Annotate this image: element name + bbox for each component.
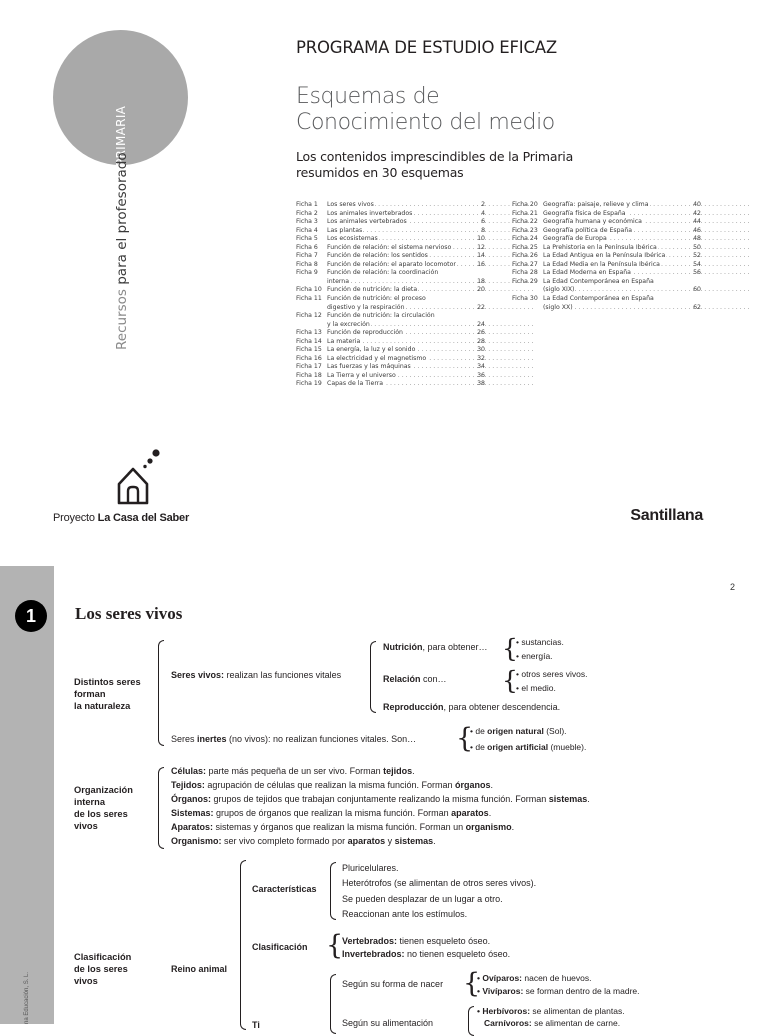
- toc-entry-page: 16: [477, 260, 485, 268]
- celulas-term: Células:: [171, 766, 207, 776]
- toc-entry-title: [543, 210, 689, 219]
- toc-entry-page: 26: [477, 329, 485, 337]
- toc-entry-title-text: Los ecosistemas: [327, 235, 378, 243]
- oviparos-term: • Ovíparos:: [477, 973, 523, 983]
- toc-entry-title-text: Los seres vivos: [327, 201, 374, 208]
- organos-term: Órganos:: [171, 794, 212, 804]
- toc-entry-title-text: Función de relación: la coordinación: [327, 269, 439, 277]
- natural-suffix: (Sol).: [543, 726, 567, 736]
- herbivoros-term: • Herbívoros:: [477, 1006, 531, 1016]
- tejidos-emph: órganos: [454, 780, 491, 790]
- sistemas-line: Sistemas: grupos de órganos que realizan la misma función. Forman aparatos.: [171, 808, 492, 818]
- toc-entry: [512, 269, 701, 278]
- toc-entry-title: [327, 244, 473, 253]
- toc-entry-page: 38: [477, 380, 485, 388]
- toc-entry: [512, 252, 701, 261]
- toc-entry: [296, 286, 485, 295]
- toc-entry-title: [327, 338, 473, 347]
- otros-item: • otros seres vivos.: [516, 669, 588, 679]
- toc-entry-page: 28: [477, 337, 485, 345]
- vertebrados-term: Vertebrados:: [342, 936, 398, 946]
- toc-entry: [296, 304, 485, 313]
- toc-entry-page: 24: [477, 320, 485, 328]
- toc-entry-page: 18: [477, 277, 485, 285]
- toc-entry: [296, 321, 485, 330]
- section3-label: [74, 951, 131, 987]
- toc-entry-title-text: Geografía política de España: [543, 226, 633, 234]
- toc-entry-title: [327, 210, 473, 219]
- proyecto-name: La Casa del Saber: [97, 512, 190, 524]
- toc-entry-title-text: Función de reproducción: [327, 329, 403, 337]
- main-title-line2: Conocimiento del medio: [296, 110, 555, 135]
- toc-entry-title-text: La materia: [327, 337, 361, 345]
- nutricion-brace: {: [502, 634, 518, 663]
- toc-entry-label: Ficha 1: [296, 201, 318, 208]
- nutricion-text: , para obtener…: [422, 642, 488, 652]
- house-logo-icon: [114, 446, 162, 508]
- toc-entry-label: Ficha 22: [512, 218, 538, 226]
- toc-entry: [512, 210, 701, 219]
- toc-entry-title-text: Capas de la Tierra: [327, 380, 384, 388]
- toc-entry-title-text: Geografía de Europa: [543, 235, 607, 243]
- toc-entry-title-text: Geografía física de España: [543, 209, 626, 217]
- toc-entry-page: 32: [477, 354, 485, 362]
- toc-entry-page: 4: [481, 209, 485, 217]
- relacion-term: Relación: [383, 674, 421, 684]
- forma-nacer-label: Según su forma de nacer: [342, 979, 444, 989]
- seres-vivos-line: [171, 670, 341, 681]
- toc-entry: [296, 201, 485, 210]
- toc-entry-title: [327, 380, 473, 389]
- reproduccion-term: Reproducción: [383, 702, 444, 712]
- section2-label-line2: interna: [74, 797, 105, 807]
- section3-label-line2: de los seres: [74, 964, 128, 974]
- toc-entry-label: Ficha 13: [296, 329, 322, 337]
- toc-entry: [296, 338, 485, 347]
- section2-label-line1: Organización: [74, 785, 133, 795]
- toc-entry-label: [296, 278, 327, 287]
- toc-entry-title: [543, 286, 689, 295]
- toc-entry-label: Ficha 19: [296, 380, 322, 388]
- toc-entry-page: 46: [693, 226, 701, 234]
- toc-entry-title-text: La electricidad y el magnetismo: [327, 354, 427, 362]
- medio-item: • el medio.: [516, 683, 556, 693]
- toc-entry: [296, 252, 485, 261]
- section2-label: [74, 784, 133, 832]
- main-title: [296, 84, 555, 136]
- toc-entry-label: Ficha 24: [512, 235, 538, 243]
- toc-entry-title-text: Función de nutrición: la circulación: [327, 312, 435, 320]
- toc-entry-page: 44: [693, 218, 701, 226]
- natural-term: origen natural: [487, 726, 544, 736]
- toc-entry-label: Ficha 2: [296, 209, 318, 217]
- toc-entry-label: Ficha 10: [296, 286, 322, 294]
- artificial-suffix: (mueble).: [548, 742, 587, 752]
- toc-entry-title-text: La Edad Contemporánea en España: [543, 277, 654, 285]
- carnivoros-item: [484, 1018, 620, 1029]
- toc-entry-title: [327, 286, 473, 295]
- toc-entry-title: [327, 346, 473, 355]
- toc-entry-page: 56: [693, 269, 701, 277]
- tejidos-line: Tejidos: agrupación de células que realizan la misma función. Forman órganos.: [171, 780, 494, 790]
- oviparos-item: [477, 973, 592, 984]
- toc-entry-page: [689, 295, 701, 304]
- clasificacion-brace: {: [326, 930, 344, 961]
- toc-entry: [512, 304, 701, 313]
- section1-label: [74, 676, 141, 712]
- toc-entry-title-text: Función de nutrición: la dieta: [327, 286, 418, 294]
- toc-entry: [296, 346, 485, 355]
- toc-entry: [296, 244, 485, 253]
- inertes-text: (no vivos): no realizan funciones vitales. Son…: [226, 734, 417, 744]
- recursos-side-label: [114, 152, 130, 350]
- copyright-side-text: na Educación, S. L.: [24, 971, 30, 1024]
- toc-entry-label: Ficha 15: [296, 346, 322, 354]
- toc-entry-title-text: (siglo XIX): [543, 286, 575, 294]
- toc-entry-label: [512, 304, 543, 313]
- vivos-bracket: [370, 641, 376, 713]
- vertebrados-text: tienen esqueleto óseo.: [397, 936, 491, 946]
- toc-entry-title-text: Función de relación: el sistema nervioso: [327, 243, 452, 251]
- reproduccion-line: [383, 702, 560, 713]
- subtitle: [296, 149, 573, 180]
- toc-entry: [512, 244, 701, 253]
- inertes-line: [171, 734, 416, 745]
- toc-entry: [512, 235, 701, 244]
- toc-entry-page: 8: [481, 226, 485, 234]
- toc-entry-title-text: Las plantas: [327, 226, 363, 234]
- toc-entry-label: Ficha 26: [512, 252, 538, 260]
- toc-entry-label: Ficha 21: [512, 209, 538, 217]
- program-title: PROGRAMA DE ESTUDIO EFICAZ: [296, 38, 557, 57]
- toc-entry: [296, 227, 485, 236]
- herbivoros-text: se alimentan de plantas.: [530, 1006, 625, 1016]
- organos-emph: sistemas: [548, 794, 588, 804]
- caracteristica-3: Se pueden desplazar de un lugar a otro.: [342, 894, 503, 904]
- toc-entry-page: 40: [693, 201, 701, 208]
- tejidos-text: agrupación de células que realizan la misma función. Forman: [204, 780, 455, 790]
- organismo-term: Organismo:: [171, 836, 222, 846]
- toc-entry-label: Ficha 23: [512, 226, 538, 234]
- toc-entry-title-text: Los animales invertebrados: [327, 209, 413, 217]
- toc-entry-page: 22: [477, 303, 485, 311]
- toc-entry-page: 30: [477, 346, 485, 354]
- section1-label-line1: Distintos seres: [74, 677, 141, 687]
- toc-entry-label: Ficha 16: [296, 354, 322, 362]
- origen-natural-item: [470, 726, 567, 737]
- section2-bracket: [158, 767, 164, 849]
- celulas-text: parte más pequeña de un ser vivo. Forman: [206, 766, 384, 776]
- seres-vivos-term: Seres vivos:: [171, 670, 225, 680]
- toc-entry-page: 62: [693, 303, 701, 311]
- toc-entry-title-text: Función de relación: el aparato locomotor: [327, 260, 456, 268]
- relacion-text: con…: [420, 674, 447, 684]
- caracteristica-4: Reaccionan ante los estímulos.: [342, 909, 468, 919]
- reino-animal-label: Reino animal: [171, 964, 228, 974]
- toc-entry: [296, 363, 485, 372]
- oviparos-text: nacen de huevos.: [522, 973, 592, 983]
- organismo-text: ser vivo completo formado por: [221, 836, 348, 846]
- toc-entry-page: 60: [693, 286, 701, 294]
- alimentacion-bracket: [468, 1006, 474, 1036]
- organismo-emph1: aparatos: [347, 836, 386, 846]
- viviparos-term: • Vivíparos:: [477, 986, 524, 996]
- toc-entry-title-text: La Edad Moderna en España: [543, 269, 631, 277]
- nutricion-term: Nutrición: [383, 642, 423, 652]
- carnivoros-term: Carnívoros:: [484, 1018, 532, 1028]
- relacion-line: [383, 674, 447, 685]
- caracteristica-1: Pluricelulares.: [342, 863, 399, 873]
- toc-entry: [296, 218, 485, 227]
- primaria-label: PRIMARIA: [114, 105, 128, 166]
- toc-entry-title-text: Función de relación: los sentidos: [327, 252, 428, 260]
- origen-artificial-item: [470, 742, 586, 753]
- toc-entry-title: [543, 201, 689, 210]
- toc-entry-label: Ficha 4: [296, 226, 318, 234]
- toc-entry-title: [327, 304, 473, 313]
- toc-entry-page: 54: [693, 260, 701, 268]
- toc-entry-page: 20: [477, 286, 485, 294]
- toc-entry-page: [689, 278, 701, 287]
- publisher-logo: Santillana: [630, 507, 703, 524]
- tejidos-term: Tejidos:: [171, 780, 205, 790]
- caracteristicas-bracket: [330, 862, 336, 920]
- toc-entry-label: Ficha 20: [512, 201, 538, 208]
- organos-text: grupos de tejidos que trabajan conjuntamente realizando la misma función. Forman: [211, 794, 549, 804]
- tipos-label: Ti: [252, 1020, 260, 1030]
- toc-entry-title-text: digestivo y la respiración: [327, 303, 405, 311]
- toc-entry-title-text: La Edad Media en la Península Ibérica: [543, 260, 660, 268]
- organismo-emph2: sistemas: [394, 836, 434, 846]
- aparatos-line: Aparatos: sistemas y órganos que realizan la misma función. Forman un organismo.: [171, 822, 515, 832]
- toc-entry-page: 36: [477, 371, 485, 379]
- tipos-bracket: [330, 974, 336, 1034]
- toc-entry-label: Ficha 18: [296, 371, 322, 379]
- toc-entry-title: [543, 218, 689, 227]
- toc-entry-title: [327, 295, 473, 304]
- toc-entry-title: [543, 235, 689, 244]
- reino-animal-bracket: [240, 860, 246, 1030]
- toc-entry: [512, 218, 701, 227]
- toc-entry-page: 34: [477, 363, 485, 371]
- sistemas-text: grupos de órganos que realizan la misma función. Forman: [213, 808, 452, 818]
- page-number: 2: [729, 582, 735, 592]
- subtitle-line2: resumidos en 30 esquemas: [296, 164, 464, 180]
- toc-entry: [512, 286, 701, 295]
- toc-entry: [296, 269, 485, 278]
- toc-entry-label: Ficha 29: [512, 277, 538, 285]
- natural-prefix: • de: [470, 726, 488, 736]
- energia-item: • energía.: [516, 651, 553, 661]
- toc-entry-label: Ficha 25: [512, 243, 538, 251]
- toc-entry-title: [327, 329, 473, 338]
- sistemas-term: Sistemas:: [171, 808, 214, 818]
- main-title-line1: Esquemas de: [296, 84, 440, 109]
- toc-entry: [296, 312, 485, 321]
- toc-entry: [296, 295, 485, 304]
- toc-entry-label: Ficha 30: [512, 295, 538, 303]
- toc-entry: [512, 227, 701, 236]
- toc-entry-label: [296, 304, 327, 313]
- section1-label-line3: la naturaleza: [74, 701, 131, 711]
- toc-entry-label: Ficha 17: [296, 363, 322, 371]
- toc-entry-title-text: Geografía: paisaje, relieve y clima: [543, 201, 649, 208]
- toc-entry-title: [327, 363, 473, 372]
- toc-entry-title-text: interna: [327, 277, 350, 285]
- toc-entry-title: [543, 244, 689, 253]
- relacion-brace: {: [502, 666, 518, 695]
- toc-entry-label: Ficha 5: [296, 235, 318, 243]
- toc-entry-page: 2: [481, 201, 485, 208]
- profesorado-words: para el profesorado: [114, 152, 130, 285]
- toc-entry: [296, 210, 485, 219]
- artificial-term: origen artificial: [487, 742, 549, 752]
- proyecto-label: [53, 512, 189, 524]
- toc-entry-label: Ficha 14: [296, 337, 322, 345]
- sheet-title: Los seres vivos: [75, 604, 183, 623]
- organismo-line: Organismo: ser vivo completo formado por aparatos y sistemas.: [171, 836, 436, 846]
- toc-entry-page: [473, 269, 485, 278]
- aparatos-emph: organismo: [465, 822, 512, 832]
- toc-left-column: [296, 201, 485, 389]
- toc-entry: [296, 372, 485, 381]
- toc-entry-label: Ficha 8: [296, 260, 318, 268]
- toc-entry-title: [543, 252, 689, 261]
- herbivoros-item: [477, 1006, 625, 1017]
- toc-right-column: [512, 201, 701, 312]
- toc-entry-label: Ficha 6: [296, 243, 318, 251]
- toc-entry-title-text: Geografía humana y económica: [543, 218, 642, 226]
- toc-entry-title: [327, 235, 473, 244]
- invertebrados-line: [342, 949, 510, 960]
- section3-label-line1: Clasificación: [74, 952, 132, 962]
- toc-entry: [512, 278, 701, 287]
- toc-entry-label: Ficha 3: [296, 218, 318, 226]
- section2-label-line4: vivos: [74, 821, 98, 831]
- inertes-brace: {: [456, 723, 474, 754]
- toc-entry-title: [327, 321, 473, 330]
- carnivoros-text: se alimentan de carne.: [531, 1018, 621, 1028]
- toc-entry: [512, 201, 701, 210]
- toc-entry-label: [296, 321, 327, 330]
- sistemas-emph: aparatos: [451, 808, 489, 818]
- content-sheet: [0, 566, 768, 1030]
- toc-entry-title-text: La energía, la luz y el sonido: [327, 346, 416, 354]
- side-bar: [0, 566, 54, 1024]
- toc-entry-label: Ficha 28: [512, 269, 538, 277]
- caracteristica-2: Heterótrofos (se alimentan de otros seres vivos).: [342, 878, 537, 888]
- alimentacion-label: Según su alimentación: [342, 1018, 434, 1028]
- toc-entry-title-text: La Tierra y el universo: [327, 371, 396, 379]
- toc-entry-page: 42: [693, 209, 701, 217]
- toc-entry-title: [543, 295, 689, 304]
- section1-bracket: [158, 640, 164, 746]
- toc-entry: [296, 329, 485, 338]
- inertes-term: inertes: [197, 734, 227, 744]
- toc-entry-page: 6: [481, 218, 485, 226]
- toc-entry-title: [327, 252, 473, 261]
- toc-entry: [296, 380, 485, 389]
- toc-entry-title-text: y la excreción: [327, 320, 370, 328]
- toc-entry-title-text: La Edad Contemporánea en España: [543, 295, 654, 303]
- toc-entry-label: Ficha 12: [296, 312, 322, 320]
- nutricion-line: [383, 642, 488, 653]
- toc-entry-label: Ficha 11: [296, 295, 322, 303]
- subtitle-line1: Los contenidos imprescindibles de la Primaria: [296, 149, 574, 164]
- toc-entry-label: Ficha 7: [296, 252, 318, 260]
- toc-entry-label: [512, 286, 543, 295]
- invertebrados-term: Invertebrados:: [342, 949, 405, 959]
- toc-entry-title-text: Función de nutrición: el proceso: [327, 295, 426, 303]
- seres-vivos-text: realizan las funciones vitales: [224, 670, 342, 680]
- toc-entry-title: [327, 201, 473, 210]
- caracteristicas-label: Características: [252, 884, 317, 894]
- viviparos-text: se forman dentro de la madre.: [523, 986, 640, 996]
- section1-label-line2: forman: [74, 689, 106, 699]
- proyecto-prefix: Proyecto: [53, 512, 95, 524]
- toc-entry: [296, 235, 485, 244]
- toc-entry-title-text: (siglo XX): [543, 303, 573, 311]
- vertebrados-line: [342, 936, 490, 947]
- sustancias-item: • sustancias.: [516, 637, 564, 647]
- aparatos-term: Aparatos:: [171, 822, 214, 832]
- toc-entry-page: [473, 295, 485, 304]
- invertebrados-text: no tienen esqueleto óseo.: [404, 949, 511, 959]
- toc-entry-title: [543, 269, 689, 278]
- nacer-brace: {: [463, 968, 481, 999]
- toc-entry-title: [543, 304, 689, 313]
- artificial-prefix: • de: [470, 742, 488, 752]
- clasificacion-label: Clasificación: [252, 942, 308, 952]
- toc-entry-page: 48: [693, 235, 701, 243]
- toc-entry-page: [473, 312, 485, 321]
- toc-entry-title-text: Los animales vertebrados: [327, 218, 407, 226]
- toc-entry-label: Ficha 9: [296, 269, 318, 277]
- inertes-prefix: Seres: [171, 734, 198, 744]
- toc-entry-title: [327, 227, 473, 236]
- celulas-emph: tejidos: [383, 766, 413, 776]
- section2-label-line3: de los seres: [74, 809, 128, 819]
- toc-entry-page: 10: [477, 235, 485, 243]
- toc-entry-label: Ficha 27: [512, 260, 538, 268]
- toc-entry: [512, 295, 701, 304]
- celulas-line: Células: parte más pequeña de un ser vivo. Forman tejidos.: [171, 766, 415, 776]
- viviparos-item: [477, 986, 640, 997]
- toc-entry-title: [327, 218, 473, 227]
- toc-entry-page: 52: [693, 252, 701, 260]
- toc-entry-title: [543, 227, 689, 236]
- sheet-number-badge: 1: [15, 600, 47, 632]
- toc-entry-title-text: La Edad Antigua en la Península Ibérica: [543, 252, 666, 260]
- aparatos-text: sistemas y órganos que realizan la misma función. Forman un: [213, 822, 466, 832]
- recursos-word: Recursos: [114, 289, 130, 350]
- organismo-and: y: [385, 836, 395, 846]
- organos-line: Órganos: grupos de tejidos que trabajan conjuntamente realizando la misma función. Forman sistemas.: [171, 794, 590, 804]
- toc-entry-page: 14: [477, 252, 485, 260]
- toc-entry-title-text: La Prehistoria en la Península Ibérica: [543, 243, 657, 251]
- reproduccion-text: , para obtener descendencia.: [443, 702, 561, 712]
- toc-entry-page: 50: [693, 243, 701, 251]
- toc-entry-title: [327, 269, 473, 278]
- section3-label-line3: vivos: [74, 976, 98, 986]
- toc-entry-page: 12: [477, 243, 485, 251]
- toc-entry-title: [327, 312, 473, 321]
- toc-entry-title-text: Las fuerzas y las máquinas: [327, 363, 411, 371]
